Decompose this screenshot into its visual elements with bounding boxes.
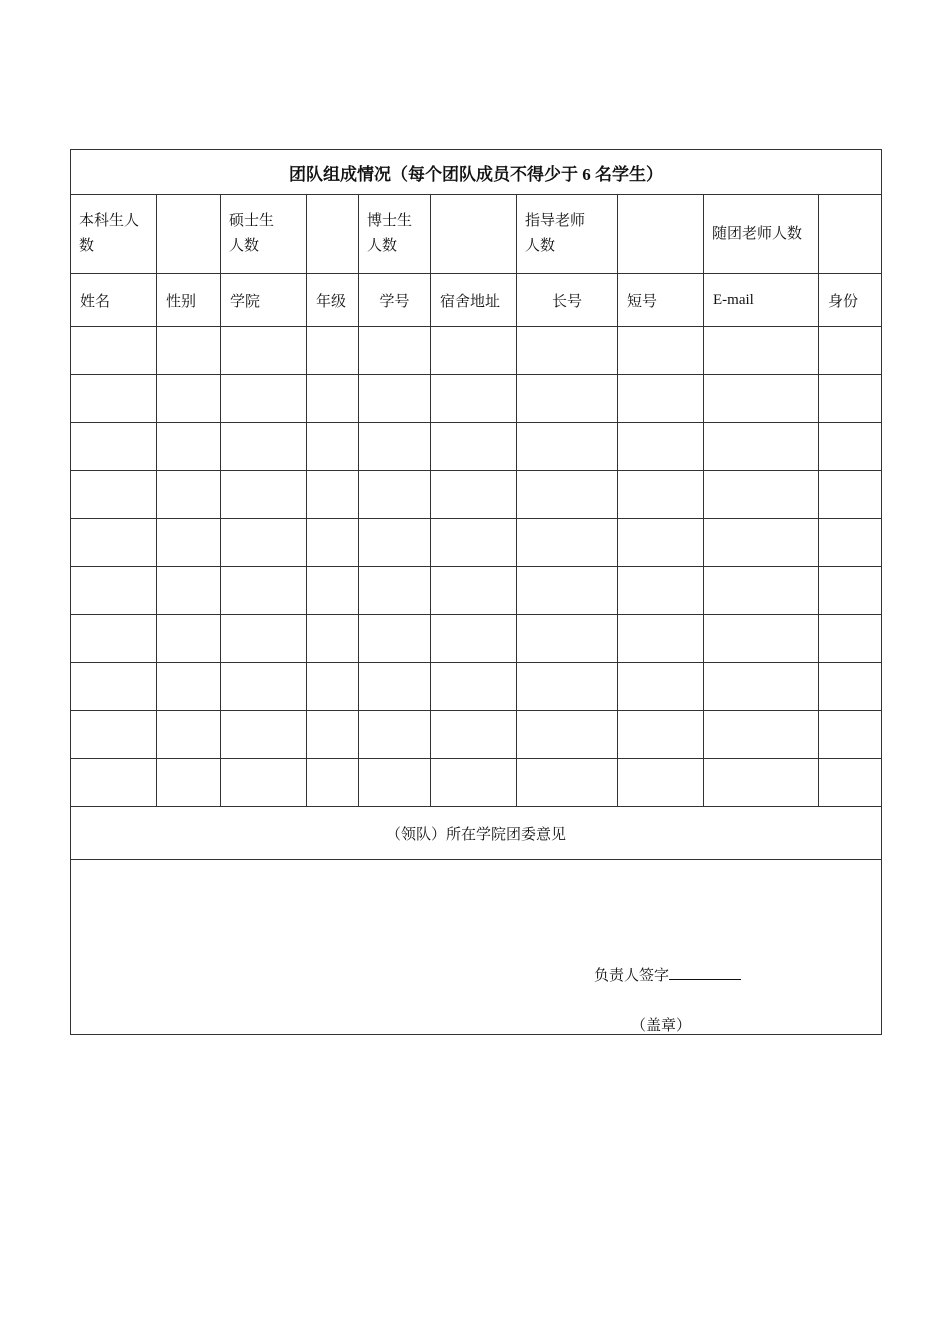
table-cell[interactable] bbox=[517, 423, 618, 471]
table-cell[interactable] bbox=[157, 615, 221, 663]
table-row bbox=[71, 375, 882, 423]
table-cell[interactable] bbox=[359, 615, 431, 663]
table-row bbox=[71, 615, 882, 663]
table-cell[interactable] bbox=[359, 711, 431, 759]
column-header-gender: 性别 bbox=[157, 274, 221, 327]
table-cell[interactable] bbox=[517, 711, 618, 759]
table-cell[interactable] bbox=[221, 663, 307, 711]
table-cell[interactable] bbox=[704, 711, 819, 759]
column-header-dorm-address: 宿舍地址 bbox=[431, 274, 517, 327]
table-cell[interactable] bbox=[307, 519, 359, 567]
table-cell[interactable] bbox=[307, 471, 359, 519]
table-cell[interactable] bbox=[819, 519, 882, 567]
table-cell[interactable] bbox=[157, 423, 221, 471]
table-cell[interactable] bbox=[359, 759, 431, 807]
table-cell[interactable] bbox=[157, 327, 221, 375]
table-cell[interactable] bbox=[221, 423, 307, 471]
table-cell[interactable] bbox=[71, 327, 157, 375]
table-cell[interactable] bbox=[517, 567, 618, 615]
undergrad-count-field[interactable] bbox=[157, 195, 221, 274]
table-cell[interactable] bbox=[221, 615, 307, 663]
column-header-name: 姓名 bbox=[71, 274, 157, 327]
table-cell[interactable] bbox=[618, 471, 704, 519]
table-row bbox=[71, 471, 882, 519]
table-cell[interactable] bbox=[221, 519, 307, 567]
table-cell[interactable] bbox=[157, 663, 221, 711]
table-cell[interactable] bbox=[819, 471, 882, 519]
table-cell[interactable] bbox=[704, 375, 819, 423]
table-cell[interactable] bbox=[517, 663, 618, 711]
table-cell[interactable] bbox=[819, 759, 882, 807]
table-cell[interactable] bbox=[221, 375, 307, 423]
table-cell[interactable] bbox=[71, 567, 157, 615]
table-cell[interactable] bbox=[157, 519, 221, 567]
table-cell[interactable] bbox=[431, 327, 517, 375]
table-cell[interactable] bbox=[618, 423, 704, 471]
table-cell[interactable] bbox=[431, 615, 517, 663]
table-cell[interactable] bbox=[819, 567, 882, 615]
signature-blank[interactable] bbox=[669, 964, 741, 980]
table-cell[interactable] bbox=[819, 663, 882, 711]
column-header-long-number: 长号 bbox=[517, 274, 618, 327]
table-cell[interactable] bbox=[704, 663, 819, 711]
table-cell[interactable] bbox=[307, 711, 359, 759]
master-count-label: 硕士生 人数 bbox=[221, 195, 307, 274]
table-cell[interactable] bbox=[307, 759, 359, 807]
table-cell[interactable] bbox=[618, 663, 704, 711]
table-cell[interactable] bbox=[359, 519, 431, 567]
table-cell[interactable] bbox=[71, 711, 157, 759]
phd-count-label: 博士生 人数 bbox=[359, 195, 431, 274]
table-cell[interactable] bbox=[819, 423, 882, 471]
table-cell[interactable] bbox=[221, 327, 307, 375]
table-cell[interactable] bbox=[221, 471, 307, 519]
table-cell[interactable] bbox=[157, 471, 221, 519]
table-cell[interactable] bbox=[157, 567, 221, 615]
table-cell[interactable] bbox=[517, 615, 618, 663]
opinion-area[interactable] bbox=[71, 860, 882, 1035]
table-cell[interactable] bbox=[157, 711, 221, 759]
table-cell[interactable] bbox=[704, 567, 819, 615]
member-count-row bbox=[71, 195, 882, 274]
table-cell[interactable] bbox=[704, 615, 819, 663]
undergrad-count-label: 本科生人 数 bbox=[71, 195, 157, 274]
table-cell[interactable] bbox=[517, 759, 618, 807]
table-cell[interactable] bbox=[307, 663, 359, 711]
table-cell[interactable] bbox=[359, 423, 431, 471]
accompany-count-label: 随团老师人数 bbox=[704, 195, 819, 274]
table-row bbox=[71, 567, 882, 615]
table-cell[interactable] bbox=[431, 375, 517, 423]
table-cell[interactable] bbox=[307, 567, 359, 615]
column-header-email: E-mail bbox=[704, 274, 819, 327]
table-cell[interactable] bbox=[431, 759, 517, 807]
table-cell[interactable] bbox=[517, 471, 618, 519]
table-cell[interactable] bbox=[359, 663, 431, 711]
table-cell[interactable] bbox=[618, 327, 704, 375]
table-cell[interactable] bbox=[71, 663, 157, 711]
table-cell[interactable] bbox=[221, 759, 307, 807]
column-header-short-number: 短号 bbox=[618, 274, 704, 327]
table-cell[interactable] bbox=[157, 759, 221, 807]
table-cell[interactable] bbox=[819, 375, 882, 423]
table-cell[interactable] bbox=[517, 375, 618, 423]
table-cell[interactable] bbox=[819, 615, 882, 663]
table-cell[interactable] bbox=[359, 375, 431, 423]
table-cell[interactable] bbox=[359, 471, 431, 519]
member-table-header bbox=[71, 274, 882, 327]
member-rows bbox=[71, 327, 882, 807]
table-cell[interactable] bbox=[618, 615, 704, 663]
advisor-count-label: 指导老师 人数 bbox=[517, 195, 618, 274]
form-title: 团队组成情况（每个团队成员不得少于 6 名学生） bbox=[71, 150, 882, 195]
table-cell[interactable] bbox=[359, 327, 431, 375]
table-cell[interactable] bbox=[704, 423, 819, 471]
table-cell[interactable] bbox=[307, 423, 359, 471]
table-cell[interactable] bbox=[431, 423, 517, 471]
team-composition-form bbox=[70, 149, 882, 1035]
table-cell[interactable] bbox=[221, 711, 307, 759]
column-header-college: 学院 bbox=[221, 274, 307, 327]
signature-label: 负责人签字 bbox=[594, 968, 670, 984]
table-cell[interactable] bbox=[431, 663, 517, 711]
column-header-grade: 年级 bbox=[307, 274, 359, 327]
seal-label: （盖章） bbox=[631, 1018, 692, 1034]
table-cell[interactable] bbox=[819, 327, 882, 375]
advisor-count-field[interactable] bbox=[618, 195, 704, 274]
table-cell[interactable] bbox=[307, 615, 359, 663]
column-header-student-id: 学号 bbox=[359, 274, 431, 327]
table-cell[interactable] bbox=[618, 759, 704, 807]
table-cell[interactable] bbox=[431, 471, 517, 519]
table-cell[interactable] bbox=[431, 519, 517, 567]
table-row bbox=[71, 759, 882, 807]
table-cell[interactable] bbox=[517, 519, 618, 567]
table-cell[interactable] bbox=[618, 519, 704, 567]
phd-count-field[interactable] bbox=[431, 195, 517, 274]
table-cell[interactable] bbox=[71, 423, 157, 471]
table-cell[interactable] bbox=[221, 567, 307, 615]
table-cell[interactable] bbox=[704, 327, 819, 375]
table-cell[interactable] bbox=[704, 519, 819, 567]
table-row bbox=[71, 423, 882, 471]
table-cell[interactable] bbox=[157, 375, 221, 423]
table-cell[interactable] bbox=[431, 711, 517, 759]
table-cell[interactable] bbox=[359, 567, 431, 615]
table-cell[interactable] bbox=[704, 759, 819, 807]
table-cell[interactable] bbox=[71, 759, 157, 807]
table-cell[interactable] bbox=[71, 615, 157, 663]
table-row bbox=[71, 519, 882, 567]
table-cell[interactable] bbox=[71, 375, 157, 423]
table-cell[interactable] bbox=[71, 471, 157, 519]
opinion-title: （领队）所在学院团委意见 bbox=[71, 807, 882, 860]
table-row bbox=[71, 663, 882, 711]
master-count-field[interactable] bbox=[307, 195, 359, 274]
table-cell[interactable] bbox=[517, 327, 618, 375]
table-cell[interactable] bbox=[307, 327, 359, 375]
table-cell[interactable] bbox=[819, 711, 882, 759]
table-cell[interactable] bbox=[618, 567, 704, 615]
table-cell[interactable] bbox=[307, 375, 359, 423]
signature-line bbox=[594, 964, 741, 985]
table-cell[interactable] bbox=[618, 375, 704, 423]
table-cell[interactable] bbox=[704, 471, 819, 519]
table-row bbox=[71, 327, 882, 375]
table-row bbox=[71, 711, 882, 759]
accompany-count-field[interactable] bbox=[819, 195, 882, 274]
table-cell[interactable] bbox=[618, 711, 704, 759]
column-header-identity: 身份 bbox=[819, 274, 882, 327]
table-cell[interactable] bbox=[431, 567, 517, 615]
table-cell[interactable] bbox=[71, 519, 157, 567]
